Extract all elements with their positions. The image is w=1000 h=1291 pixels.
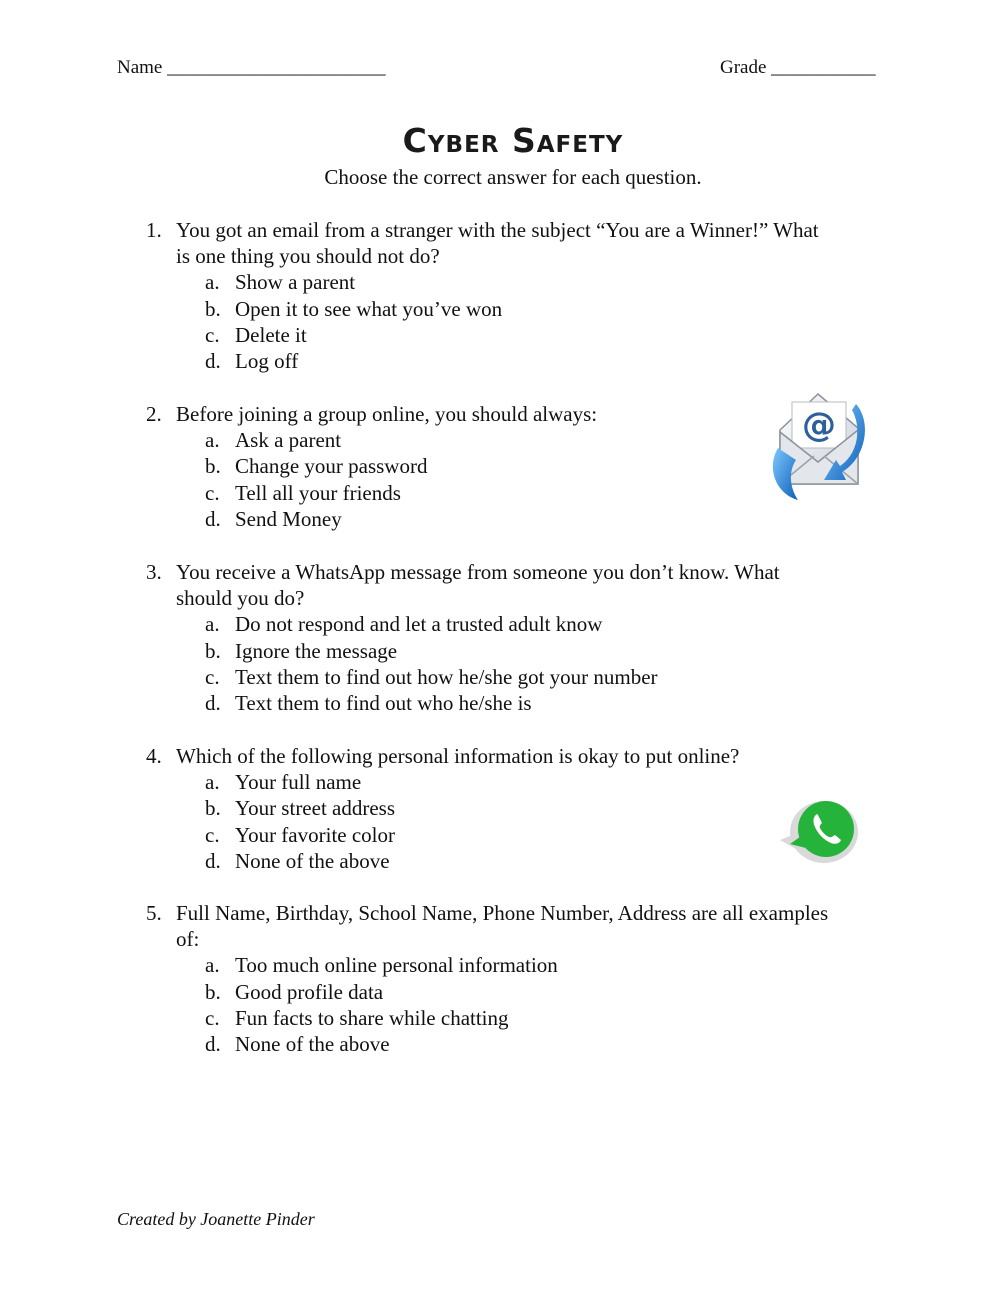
option-text: Too much online personal information [235, 953, 558, 978]
option-text: Log off [235, 348, 299, 373]
option-letter: b. [205, 296, 221, 321]
answer-option-b [146, 296, 836, 322]
option-letter: b. [205, 979, 221, 1004]
page-title: Cyber Safety [402, 121, 624, 160]
answer-option-d [146, 848, 836, 874]
question-text: You got an email from a stranger with the subject “You are a Winner!” What is one thing you should not do? [176, 218, 819, 269]
answer-option-d [146, 348, 836, 374]
option-text: Good profile data [235, 979, 384, 1004]
option-letter: c. [205, 822, 220, 847]
answer-option-a [146, 769, 836, 795]
answer-option-a [146, 611, 836, 637]
answer-option-d [146, 1031, 836, 1057]
question-number: 5. [146, 901, 162, 925]
option-text: Change your password [235, 454, 428, 479]
name-field-label: Name _______________________ [117, 57, 386, 78]
question-3 [146, 559, 836, 716]
question-number: 4. [146, 744, 162, 768]
option-text: Tell all your friends [235, 480, 401, 505]
question-1 [146, 217, 836, 374]
option-letter: c. [205, 322, 220, 347]
option-letter: a. [205, 953, 220, 978]
option-text: Send Money [235, 506, 342, 531]
question-text: Full Name, Birthday, School Name, Phone Number, Address are all examples of: [176, 901, 829, 952]
option-text: Fun facts to share while chatting [235, 1005, 509, 1030]
option-text: Your favorite color [235, 822, 396, 847]
answer-option-a [146, 427, 836, 453]
answer-option-b [146, 979, 836, 1005]
option-letter: a. [205, 770, 220, 795]
option-text: Text them to find out how he/she got your number [235, 664, 658, 689]
option-letter: d. [205, 690, 221, 715]
whatsapp-icon [774, 794, 862, 864]
answer-option-b [146, 638, 836, 664]
question-text: You receive a WhatsApp message from someone you don’t know. What should you do? [176, 560, 780, 611]
option-letter: c. [205, 664, 220, 689]
question-text: Before joining a group online, you should always: [176, 402, 598, 426]
question-number: 1. [146, 218, 162, 242]
option-text: Ask a parent [235, 428, 342, 453]
option-text: Show a parent [235, 270, 356, 295]
answer-option-c [146, 822, 836, 848]
option-text: Do not respond and let a trusted adult know [235, 612, 603, 637]
answer-option-b [146, 453, 836, 479]
answer-option-a [146, 952, 836, 978]
answer-option-c [146, 664, 836, 690]
option-text: Your street address [235, 796, 396, 821]
question-4 [146, 743, 836, 874]
svg-text:@: @ [802, 405, 836, 445]
option-letter: b. [205, 796, 221, 821]
answer-option-c [146, 322, 836, 348]
option-letter: c. [205, 480, 220, 505]
option-letter: c. [205, 1005, 220, 1030]
option-text: Delete it [235, 322, 307, 347]
option-text: Open it to see what you’ve won [235, 296, 503, 321]
option-letter: d. [205, 848, 221, 873]
option-text: Ignore the message [235, 638, 398, 663]
option-letter: a. [205, 612, 220, 637]
option-letter: a. [205, 270, 220, 295]
option-letter: b. [205, 454, 221, 479]
answer-option-c [146, 1005, 836, 1031]
answer-option-a [146, 269, 836, 295]
question-number: 3. [146, 560, 162, 584]
option-text: Your full name [235, 770, 362, 795]
option-letter: d. [205, 506, 221, 531]
answer-option-d [146, 506, 836, 532]
option-letter: d. [205, 348, 221, 373]
answer-option-b [146, 795, 836, 821]
grade-field-label: Grade ___________ [720, 57, 876, 78]
email-at-icon [766, 388, 870, 504]
answer-option-c [146, 480, 836, 506]
option-text: Text them to find out who he/she is [235, 690, 532, 715]
option-text: None of the above [235, 1031, 390, 1056]
question-5 [146, 900, 836, 1057]
question-2 [146, 401, 836, 532]
option-letter: a. [205, 428, 220, 453]
option-letter: b. [205, 638, 221, 663]
question-number: 2. [146, 402, 162, 426]
instructions: Choose the correct answer for each question. [324, 165, 702, 189]
answer-option-d [146, 690, 836, 716]
footer-credit: Created by Joanette Pinder [117, 1209, 315, 1229]
question-text: Which of the following personal information is okay to put online? [176, 744, 740, 768]
option-letter: d. [205, 1031, 221, 1056]
option-text: None of the above [235, 848, 390, 873]
